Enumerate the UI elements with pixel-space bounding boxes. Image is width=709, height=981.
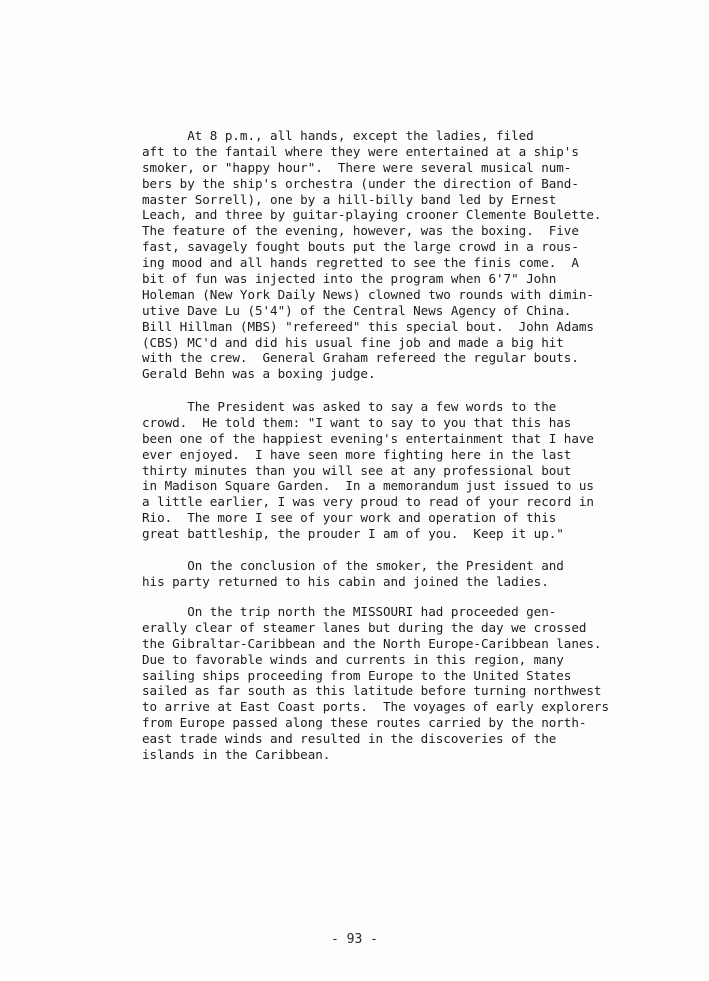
text-line: aft to the fantail where they were entertained at a ship's (142, 143, 579, 159)
text-line: in Madison Square Garden. In a memorandum just issued to us (142, 478, 594, 494)
text-line: his party returned to his cabin and joined the ladies. (142, 573, 549, 589)
text-line: sailing ships proceeding from Europe to the United States (142, 667, 572, 683)
text-line: erally clear of steamer lanes but during the day we crossed (142, 619, 587, 635)
text-line: fast, savagely fought bouts put the large crowd in a rous- (142, 239, 579, 255)
text-line: with the crew. General Graham refereed the regular bouts. (142, 350, 579, 366)
text-line: ever enjoyed. I have seen more fighting here in the last (142, 446, 572, 462)
paragraph-trip-north (142, 604, 609, 763)
text-line: Gerald Behn was a boxing judge. (142, 366, 376, 382)
text-line: Bill Hillman (MBS) "refereed" this special bout. John Adams (142, 318, 594, 334)
paragraph-president-remarks (142, 399, 592, 542)
text-line: islands in the Caribbean. (142, 747, 331, 763)
paragraph-conclusion (142, 558, 592, 590)
text-line: a little earlier, I was very proud to read of your record in (142, 494, 594, 510)
text-line: Due to favorable winds and currents in this region, many (142, 651, 564, 667)
text-line: The President was asked to say a few words to the (142, 399, 557, 414)
text-line: The feature of the evening, however, was the boxing. Five (142, 223, 579, 239)
text-line: been one of the happiest evening's entertainment that I have (142, 430, 594, 446)
paragraph-boxing-smoker (142, 128, 602, 382)
text-line: smoker, or "happy hour". There were several musical num- (142, 159, 572, 175)
text-line: Rio. The more I see of your work and operation of this (142, 510, 557, 526)
text-line: the Gibraltar-Caribbean and the North Europe-Caribbean lanes. (142, 635, 602, 651)
text-line: thirty minutes than you will see at any professional bout (142, 462, 572, 478)
text-line: (CBS) MC'd and did his usual fine job and made a big hit (142, 334, 564, 350)
text-line: sailed as far south as this latitude before turning northwest (142, 683, 602, 699)
text-line: to arrive at East Coast ports. The voyages of early explorers (142, 699, 609, 715)
text-line: On the conclusion of the smoker, the President and (142, 558, 564, 573)
text-line: Leach, and three by guitar-playing crooner Clemente Boulette. (142, 207, 602, 223)
text-line: great battleship, the prouder I am of you. Keep it up." (142, 526, 564, 542)
text-line: crowd. He told them: "I want to say to you that this has (142, 414, 572, 430)
text-line: Holeman (New York Daily News) clowned two rounds with dimin- (142, 286, 594, 302)
text-line: At 8 p.m., all hands, except the ladies, filed (142, 128, 534, 143)
text-line: bit of fun was injected into the program when 6'7" John (142, 271, 557, 287)
text-line: ing mood and all hands regretted to see the finis come. A (142, 255, 579, 271)
text-line: from Europe passed along these routes carried by the north- (142, 715, 587, 731)
text-line: bers by the ship's orchestra (under the direction of Band- (142, 175, 579, 191)
text-line: east trade winds and resulted in the discoveries of the (142, 731, 557, 747)
page-number: - 93 - (331, 932, 378, 947)
text-line: On the trip north the MISSOURI had proceeded gen- (142, 604, 557, 619)
text-line: master Sorrell), one by a hill-billy band led by Ernest (142, 191, 557, 207)
text-line: utive Dave Lu (5'4") of the Central News Agency of China. (142, 302, 572, 318)
